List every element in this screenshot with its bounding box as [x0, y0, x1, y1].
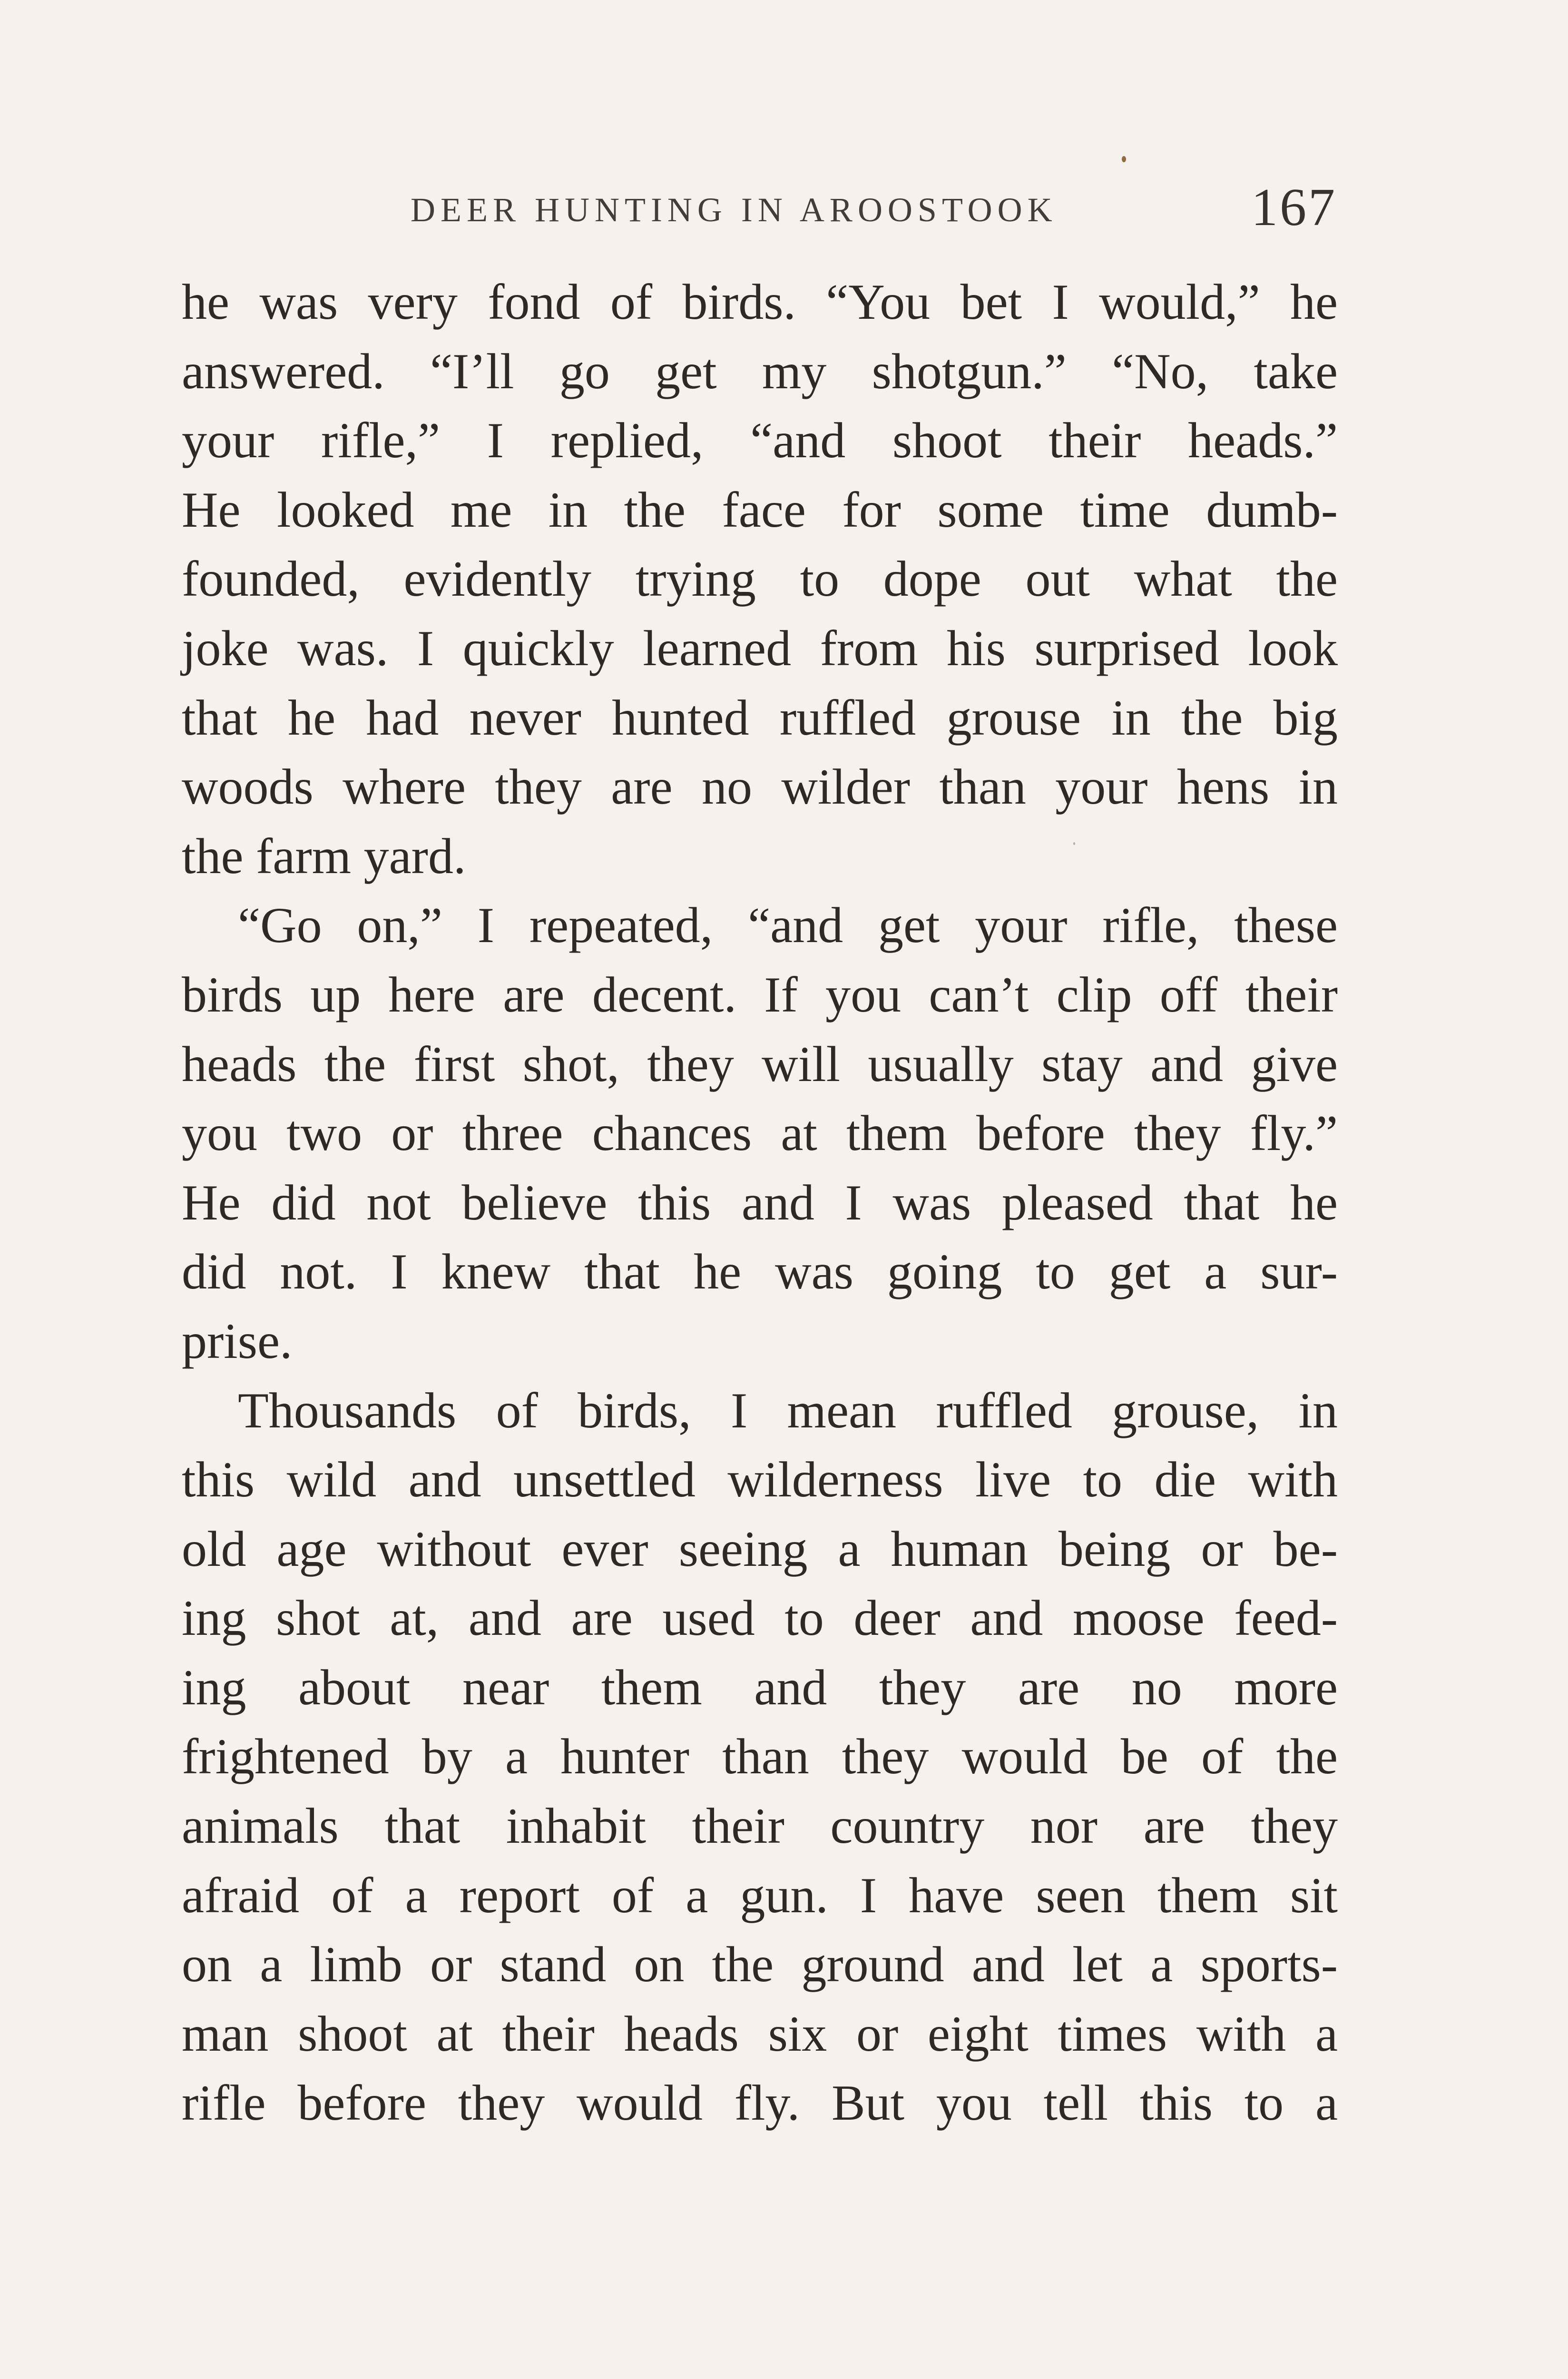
text-line: afraid of a report of a gun. I have seen them sit — [182, 1867, 1338, 1923]
text-line: animals that inhabit their country nor are they — [182, 1798, 1338, 1854]
text-line: that he had never hunted ruffled grouse in the big — [182, 689, 1338, 746]
text-line: He did not believe this and I was pleased that he — [182, 1174, 1338, 1230]
text-line: he was very fond of birds. “You bet I would,” he — [182, 274, 1338, 330]
text-line: your rifle,” I replied, “and shoot their heads.” — [182, 413, 1338, 469]
page-header — [176, 176, 1337, 247]
text-line: founded, evidently trying to dope out what the — [182, 551, 1338, 607]
body-text — [182, 267, 1338, 2138]
text-line: answered. “I’ll go get my shotgun.” “No, take — [182, 343, 1338, 399]
text-line: birds up here are decent. If you can’t clip off their — [182, 966, 1338, 1022]
text-line: ing shot at, and are used to deer and moose feed- — [182, 1590, 1338, 1646]
text-line: ing about near them and they are no more — [182, 1659, 1338, 1715]
text-line: the farm yard. — [182, 828, 466, 884]
text-line: frightened by a hunter than they would be of the — [182, 1729, 1338, 1785]
paragraph-start-line: Thousands of birds, I mean ruffled grouse, in — [238, 1382, 1338, 1438]
running-head: DEER HUNTING IN AROOSTOOK — [411, 191, 1058, 229]
text-line: woods where they are no wilder than your hens in — [182, 759, 1338, 815]
paragraph-start-line: “Go on,” I repeated, “and get your rifle, these — [238, 897, 1338, 954]
page-number: 167 — [1251, 178, 1337, 237]
text-line: this wild and unsettled wilderness live to die with — [182, 1452, 1338, 1508]
text-line: you two or three chances at them before they fly.” — [182, 1105, 1338, 1161]
text-line: joke was. I quickly learned from his surprised look — [182, 620, 1338, 676]
text-line: rifle before they would fly. But you tell this to a — [182, 2075, 1338, 2131]
text-line: did not. I knew that he was going to get a sur- — [182, 1244, 1338, 1300]
text-line: heads the first shot, they will usually stay and give — [182, 1036, 1338, 1092]
text-line: man shoot at their heads six or eight times with a — [182, 2005, 1338, 2062]
paper-speck — [1122, 156, 1126, 162]
text-line: prise. — [182, 1313, 293, 1369]
text-line: on a limb or stand on the ground and let a sports- — [182, 1937, 1338, 1993]
text-line: He looked me in the face for some time dumb- — [182, 482, 1338, 538]
text-line: old age without ever seeing a human being or be- — [182, 1521, 1338, 1577]
